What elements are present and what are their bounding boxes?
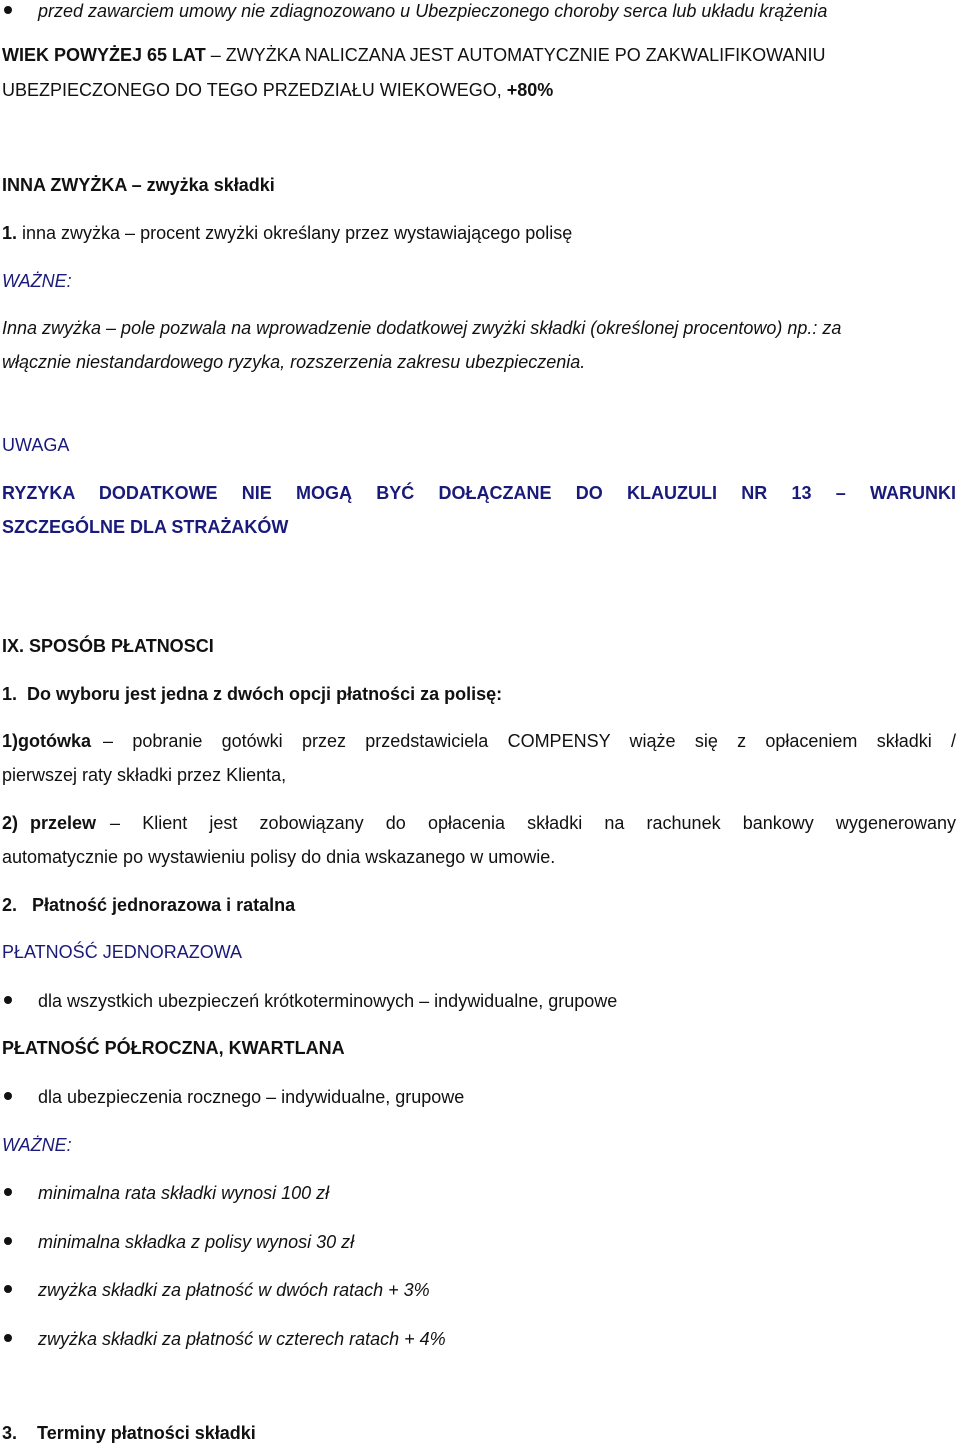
list-item: minimalna rata składki wynosi 100 zł: [38, 1183, 330, 1203]
payment-point-3: [2, 1422, 256, 1444]
bullet-icon: [4, 1188, 12, 1196]
transfer-number: 2): [2, 813, 19, 833]
payment-point-2: [2, 894, 295, 916]
item-text: inna zwyżka – procent zwyżki określany przez wystawiającego polisę: [17, 223, 573, 243]
transfer-desc: – Klient jest zobowiązany do opłacenia składki na rachunek bankowy wygenerowany: [110, 813, 956, 833]
warning-line-2: SZCZEGÓLNE DLA STRAŻAKÓW: [2, 517, 289, 537]
payment-cash-line1: [2, 730, 956, 752]
list-item: zwyżka składki za płatność w czterech ratach + 4%: [38, 1329, 446, 1349]
note-line-1: Inna zwyżka – pole pozwala na wprowadzenie dodatkowej zwyżki składki (określonej procentowo) np.: za: [2, 318, 842, 338]
payment-transfer-line2: automatycznie po wystawieniu polisy do dnia wskazanego w umowie.: [2, 847, 556, 867]
item-text: Płatność jednorazowa i ratalna: [32, 895, 296, 915]
bullet-icon: [4, 6, 12, 14]
item-number: 1.: [2, 223, 18, 243]
bullet-icon: [4, 996, 12, 1004]
bullet-icon: [4, 1092, 12, 1100]
item-number: 2.: [2, 895, 18, 915]
age-surcharge-line1: [2, 44, 825, 66]
other-increase-item: [2, 222, 572, 244]
age-surcharge-label: WIEK POWYŻEJ 65 LAT: [2, 45, 206, 65]
list-item: zwyżka składki za płatność w dwóch ratach + 3%: [38, 1280, 430, 1300]
item-text: Do wyboru jest jedna z dwóch opcji płatności za polisę:: [27, 684, 503, 704]
cash-label: gotówka: [18, 731, 92, 751]
cash-number: 1): [2, 731, 19, 751]
item-number: 1.: [2, 684, 18, 704]
item-text: Terminy płatności składki: [37, 1423, 256, 1443]
warning-line-1: RYZYKA DODATKOWE NIE MOGĄ BYĆ DOŁĄCZANE DO KLAUZULI NR 13 – WARUNKI: [2, 483, 956, 503]
section-title: IX. SPOSÓB PŁATNOSCI: [2, 636, 214, 656]
payment-point-1: [2, 683, 502, 705]
list-item: dla ubezpieczenia rocznego – indywidualne, grupowe: [38, 1087, 465, 1107]
warning-label: UWAGA: [2, 435, 70, 455]
important-label: WAŻNE:: [2, 1135, 72, 1155]
list-item: dla wszystkich ubezpieczeń krótkoterminowych – indywidualne, grupowe: [38, 991, 618, 1011]
age-surcharge-desc2: UBEZPIECZONEGO DO TEGO PRZEDZIAŁU WIEKOWEGO,: [2, 80, 507, 100]
transfer-label: przelew: [30, 813, 97, 833]
note-line-2: włącznie niestandardowego ryzyka, rozszerzenia zakresu ubezpieczenia.: [2, 352, 586, 372]
important-label: WAŻNE:: [2, 271, 72, 291]
payment-transfer-line1: [2, 812, 956, 834]
age-surcharge-line2: [2, 79, 553, 101]
payment-cash-line2: pierwszej raty składki przez Klienta,: [2, 765, 287, 785]
other-increase-heading: INNA ZWYŻKA – zwyżka składki: [2, 175, 275, 195]
periodic-payment-heading: PŁATNOŚĆ PÓŁROCZNA, KWARTLANA: [2, 1038, 345, 1058]
age-surcharge-percent: +80%: [506, 80, 554, 100]
list-item: minimalna składka z polisy wynosi 30 zł: [38, 1232, 355, 1252]
single-payment-heading: PŁATNOŚĆ JEDNORAZOWA: [2, 942, 243, 962]
cash-desc: – pobranie gotówki przez przedstawiciela COMPENSY wiąże się z opłaceniem składki /: [103, 731, 956, 751]
item-number: 3.: [2, 1423, 18, 1443]
age-surcharge-desc: – ZWYŻKA NALICZANA JEST AUTOMATYCZNIE PO ZAKWALIFIKOWANIU: [205, 45, 826, 65]
list-item: przed zawarciem umowy nie zdiagnozowano u Ubezpieczonego choroby serca lub układu krążenia: [38, 1, 828, 21]
bullet-icon: [4, 1237, 12, 1245]
bullet-icon: [4, 1285, 12, 1293]
bullet-icon: [4, 1334, 12, 1342]
